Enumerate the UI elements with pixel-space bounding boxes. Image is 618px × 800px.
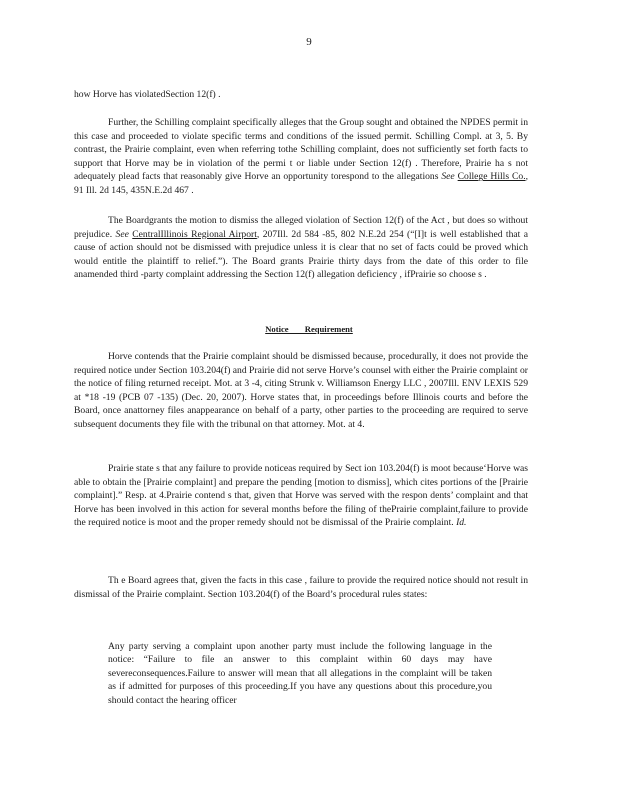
page-number: 9	[306, 36, 312, 48]
paragraph-board-agrees: Th e Board agrees that, given the facts in this case , failure to provide the required notice should not result in dismissal of the Prairie complaint. Section 103.204(f) of the Board’s procedural rules states:	[74, 575, 528, 600]
case-citation: College Hills Co.	[457, 171, 526, 183]
citation-id: Id.	[456, 517, 467, 529]
case-citation: CentralIllinois Regional Airport	[132, 228, 257, 240]
paragraph-board-grants: The Boardgrants the motion to dismiss the alleged violation of Section 12(f) of the Act , but does so without prejudice. See CentralIllinois Regional Airport, 207Ill. 2d 584 -85, 802 N.E.2d 254 (“[I]t is well established that a cause of action should not be dismissed with prejudice unless it is clear that no set of facts could be proved which would entitle the plaintiff to relief.”). The Board grants Prairie thirty days from the date of this order to file anamended third -party complaint addressing the Section 12(f) allegation deficiency , ifPrairie so choose s .	[74, 215, 528, 281]
paragraph-prairie-states: Prairie state s that any failure to provide noticeas required by Sect ion 103.204(f) is moot because‘Horve was able to obtain the [Prairie complaint] and prepare the pending [motion to dismiss], which cites portions of the [Prairie complaint].” Resp. at 4.Prairie contend s that, given that Horve was served with the respon dents’ complaint and that Horve has been involved in this action for several months before the filing of thePrairie complaint,failure to provide the required notice is moot and the proper remedy should not be dismissal of the Prairie complaint. Id.	[74, 463, 528, 529]
section-heading: Notice Requirement	[265, 324, 353, 334]
paragraph-schilling: Further, the Schilling complaint specifically alleges that the Group sought and obtained the NPDES permit in this case and proceeded to violate specific terms and conditions of the issued permit. Schilling Compl. at 3, 5. By contrast, the Prairie complaint, even when referring tothe Schilling complaint, does not sufficiently set forth facts to support that Horve may be in violation of the permi t or liable under Section 12(f) . Therefore, Prairie ha s not adequately plead facts that reasonably give Horve an opportunity torespond to the allegations See College Hills Co., 91 Ill. 2d 145, 435N.E.2d 467 .	[74, 117, 528, 196]
signal-see: See	[115, 228, 129, 240]
signal-see: See	[441, 171, 455, 183]
block-quote: Any party serving a complaint upon another party must include the following language in the notice: “Failure to file an answer to this complaint within 60 days may have severeconsequences.Failure to answer will mean that all allegations in the complaint will be taken as if admitted for purposes of this proceeding.If you have any questions about this procedure,you should contact the hearing officer	[108, 640, 492, 706]
lead-line: how Horve has violatedSection 12(f) .	[74, 89, 221, 100]
paragraph-horve-contends: Horve contends that the Prairie complaint should be dismissed because, procedurally, it does not provide the required notice under Section 103.204(f) and Prairie did not serve Horve’s counsel with either the Prairie complaint or the notice of filing returned receipt. Mot. at 3 -4, citing Strunk v. Williamson Energy LLC , 2007Ill. ENV LEXIS 529 at *18 -19 (PCB 07 -135) (Dec. 20, 2007). Horve states that, in proceedings before Illinois courts and before the Board, once anattorney files anappearance on behalf of a party, other parties to the proceeding are required to serve subsequent documents they file with the tribunal on that attorney. Mot. at 4.	[74, 351, 528, 430]
